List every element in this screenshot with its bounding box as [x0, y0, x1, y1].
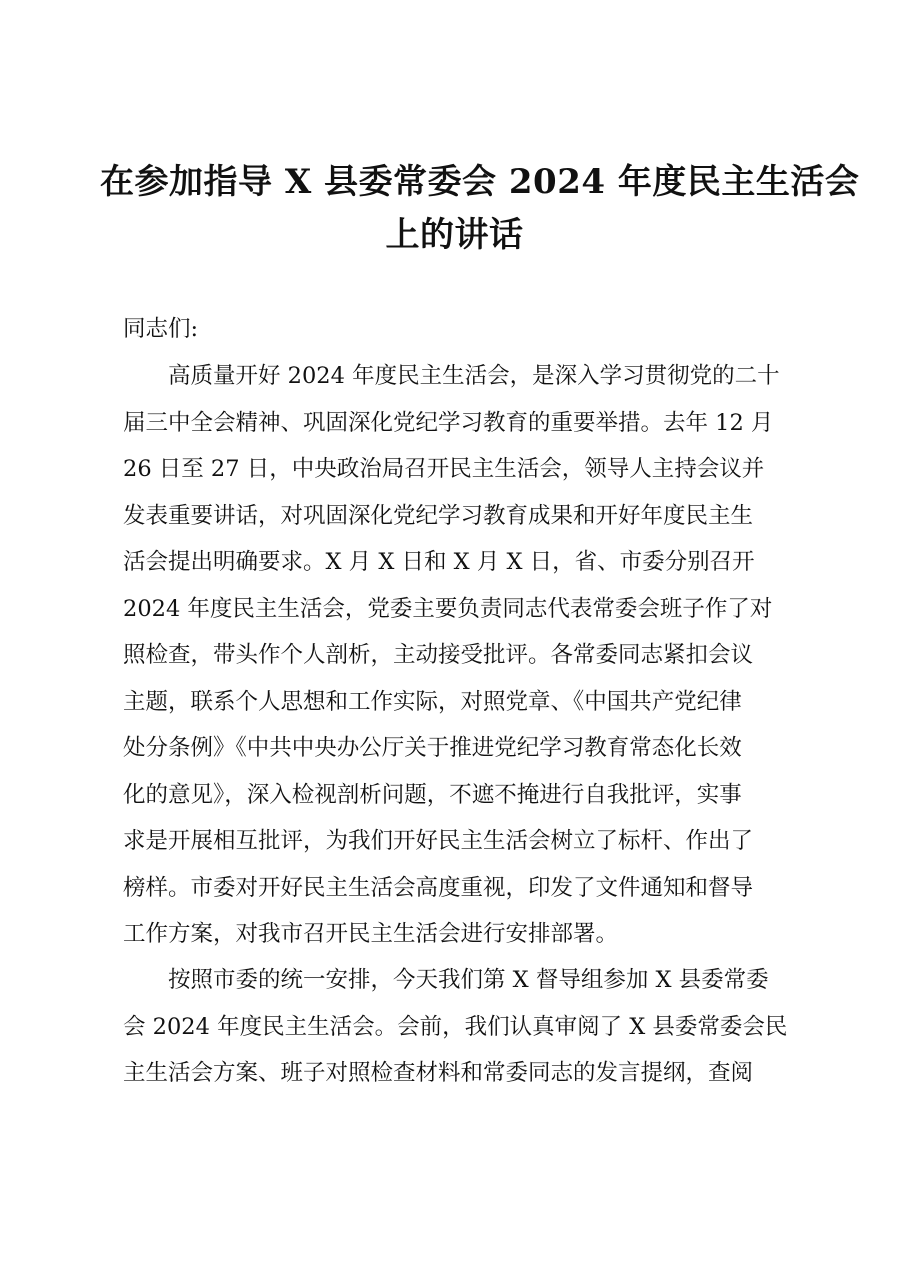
- title-line-1: 在参加指导 X 县委常委会 2024 年度民主生活会: [100, 162, 860, 202]
- paragraph-1-line: 高质量开好 2024 年度民主生活会，是深入学习贯彻党的二十: [168, 363, 780, 389]
- paragraph-1-line: 主题，联系个人思想和工作实际，对照党章、《中国共产党纪律: [123, 688, 742, 715]
- paragraph-1-line: 求是开展相互批评，为我们开好民主生活会树立了标杆、作出了: [123, 828, 754, 854]
- document-title: [100, 156, 860, 262]
- salutation: 同志们:: [123, 316, 199, 342]
- paragraph-2-line: 会 2024 年度民主生活会。会前，我们认真审阅了 X 县委常委会民: [123, 1013, 788, 1040]
- paragraph-1-line: 活会提出明确要求。X 月 X 日和 X 月 X 日，省、市委分别召开: [123, 549, 755, 575]
- paragraph-2: [123, 957, 795, 1097]
- paragraph-1-line: 照检查，带头作个人剖析，主动接受批评。各常委同志紧扣会议: [123, 642, 754, 668]
- paragraph-1-line: 化的意见》，深入检视剖析问题，不遮不掩进行自我批评，实事: [123, 781, 742, 808]
- paragraph-1-line: 届三中全会精神、巩固深化党纪学习教育的重要举措。去年 12 月: [123, 409, 774, 436]
- paragraph-1-line: 发表重要讲话，对巩固深化党纪学习教育成果和开好年度民主生: [123, 502, 754, 529]
- paragraph-2-line: 主生活会方案、班子对照检查材料和常委同志的发言提纲，查阅: [123, 1060, 754, 1086]
- paragraph-1-line: 26 日至 27 日，中央政治局召开民主生活会，领导人主持会议并: [123, 456, 765, 482]
- paragraph-1-line: 榜样。市委对开好民主生活会高度重视，印发了文件通知和督导: [123, 874, 754, 901]
- paragraph-2-line: 按照市委的统一安排，今天我们第 X 督导组参加 X 县委常委: [168, 967, 769, 993]
- paragraph-1-line: 处分条例》《中共中央办公厅关于推进党纪学习教育常态化长效: [123, 735, 742, 761]
- paragraph-1-line: 工作方案，对我市召开民主生活会进行安排部署。: [123, 921, 619, 947]
- title-line-2: 上的讲话: [385, 215, 524, 255]
- paragraph-1: [123, 353, 795, 958]
- paragraph-1-line: 2024 年度民主生活会，党委主要负责同志代表常委会班子作了对: [123, 595, 773, 622]
